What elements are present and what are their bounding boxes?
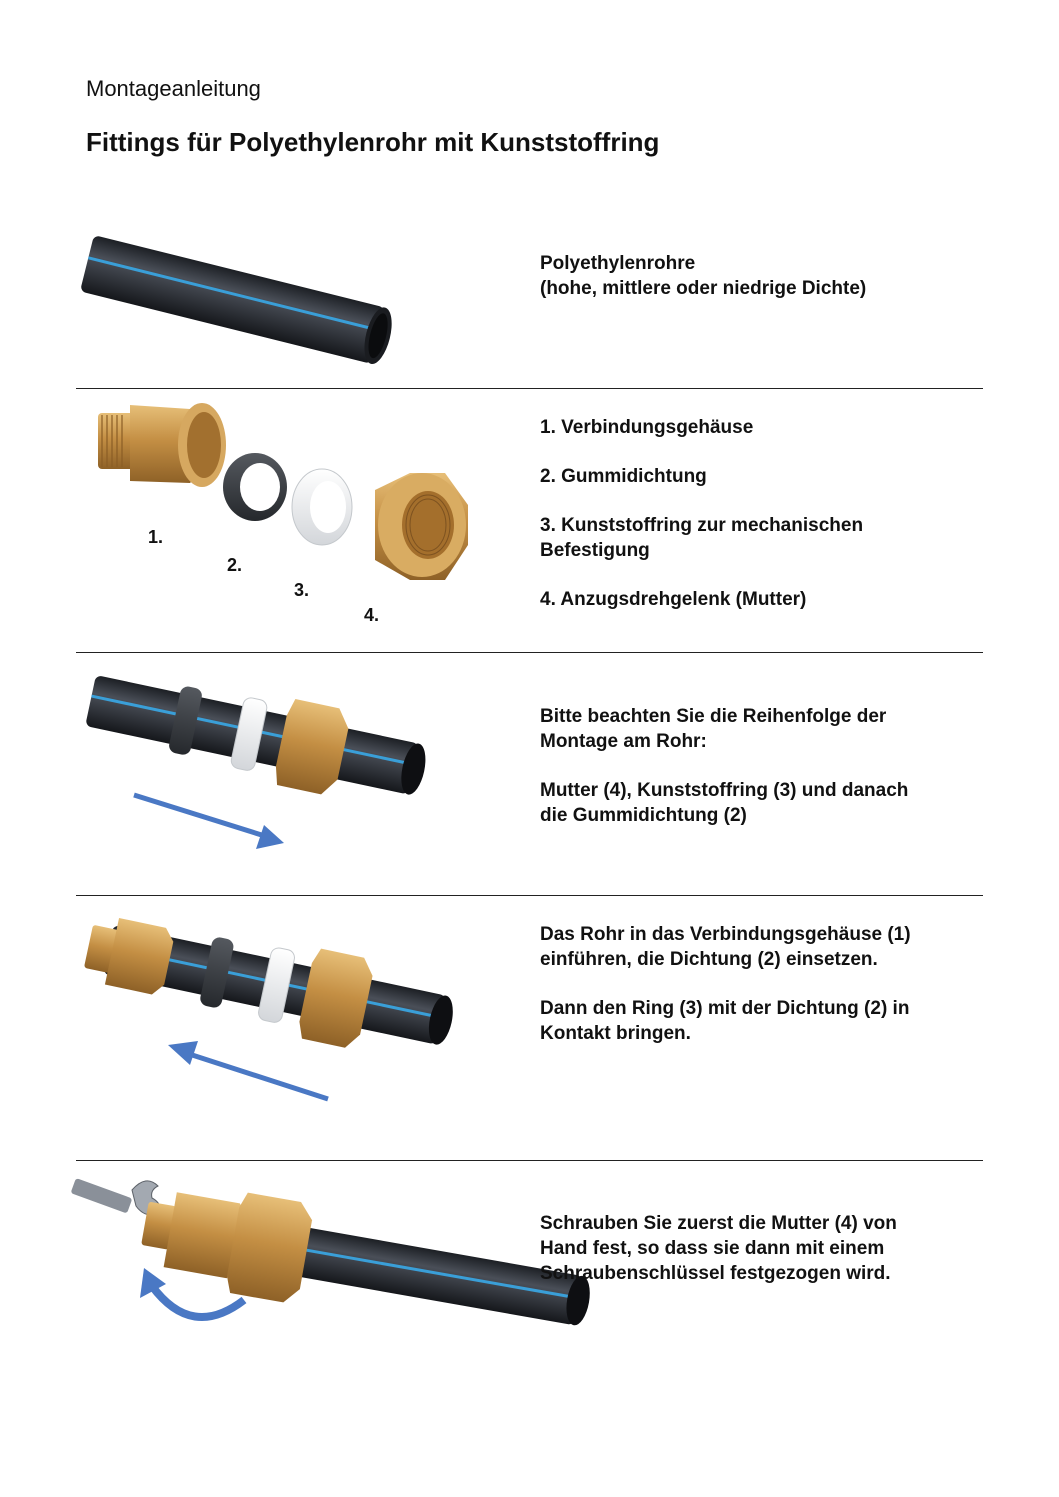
tightening-illustration bbox=[74, 1168, 524, 1338]
step4-line1: Das Rohr in das Verbindungsgehäuse (1) bbox=[540, 924, 911, 945]
section-divider bbox=[76, 388, 983, 389]
step4-line3: Dann den Ring (3) mit der Dichtung (2) in bbox=[540, 998, 910, 1019]
document-subtitle: Montageanleitung bbox=[86, 76, 261, 101]
step1-line2: (hohe, mittlere oder niedrige Dichte) bbox=[540, 278, 867, 299]
parts-item-2: 2. Gummidichtung bbox=[540, 466, 707, 487]
step2-text bbox=[540, 415, 980, 612]
step3-line1: Bitte beachten Sie die Reihenfolge der bbox=[540, 706, 887, 727]
step3-line2: Montage am Rohr: bbox=[540, 731, 707, 752]
section-divider bbox=[76, 1160, 983, 1161]
plastic-ring bbox=[292, 469, 352, 545]
union-nut bbox=[375, 473, 468, 580]
parts-item-4: 4. Anzugsdrehgelenk (Mutter) bbox=[540, 589, 807, 610]
step3-text bbox=[540, 704, 980, 828]
step4-text bbox=[540, 922, 980, 1046]
pipe-body bbox=[80, 235, 385, 364]
step5-text bbox=[540, 1211, 980, 1286]
direction-arrow-left bbox=[168, 1041, 328, 1099]
part-label-4: 4. bbox=[364, 605, 380, 625]
rubber-seal bbox=[223, 453, 287, 521]
pipe-insertion-illustration bbox=[86, 905, 456, 1105]
step5-line1: Schrauben Sie zuerst die Mutter (4) von bbox=[540, 1213, 897, 1234]
document-title: Fittings für Polyethylenrohr mit Kunststoffring bbox=[86, 127, 660, 157]
step1-text bbox=[540, 251, 980, 301]
step4-line4: Kontakt bringen. bbox=[540, 1023, 691, 1044]
step5-line3: Schraubenschlüssel festgezogen wird. bbox=[540, 1263, 891, 1284]
part-label-1: 1. bbox=[148, 527, 164, 547]
fitting-parts-illustration bbox=[90, 395, 480, 595]
part-label-3: 3. bbox=[294, 580, 310, 600]
connection-housing bbox=[98, 403, 226, 487]
parts-item-3: 3. Kunststoffring zur mechanischen bbox=[540, 515, 864, 536]
section-divider bbox=[76, 895, 983, 896]
assembly-order-illustration bbox=[88, 665, 448, 855]
section-divider bbox=[76, 652, 983, 653]
step4-line2: einführen, die Dichtung (2) einsetzen. bbox=[540, 949, 878, 970]
pipe-illustration bbox=[80, 205, 400, 375]
parts-item-3-cont: Befestigung bbox=[540, 540, 650, 561]
step5-line2: Hand fest, so dass sie dann mit einem bbox=[540, 1238, 885, 1259]
step3-line4: die Gummidichtung (2) bbox=[540, 805, 747, 826]
parts-item-1: 1. Verbindungsgehäuse bbox=[540, 417, 754, 438]
part-label-2: 2. bbox=[227, 555, 243, 575]
direction-arrow-right bbox=[134, 795, 284, 849]
step1-line1: Polyethylenrohre bbox=[540, 253, 696, 274]
step3-line3: Mutter (4), Kunststoffring (3) und danach bbox=[540, 780, 909, 801]
